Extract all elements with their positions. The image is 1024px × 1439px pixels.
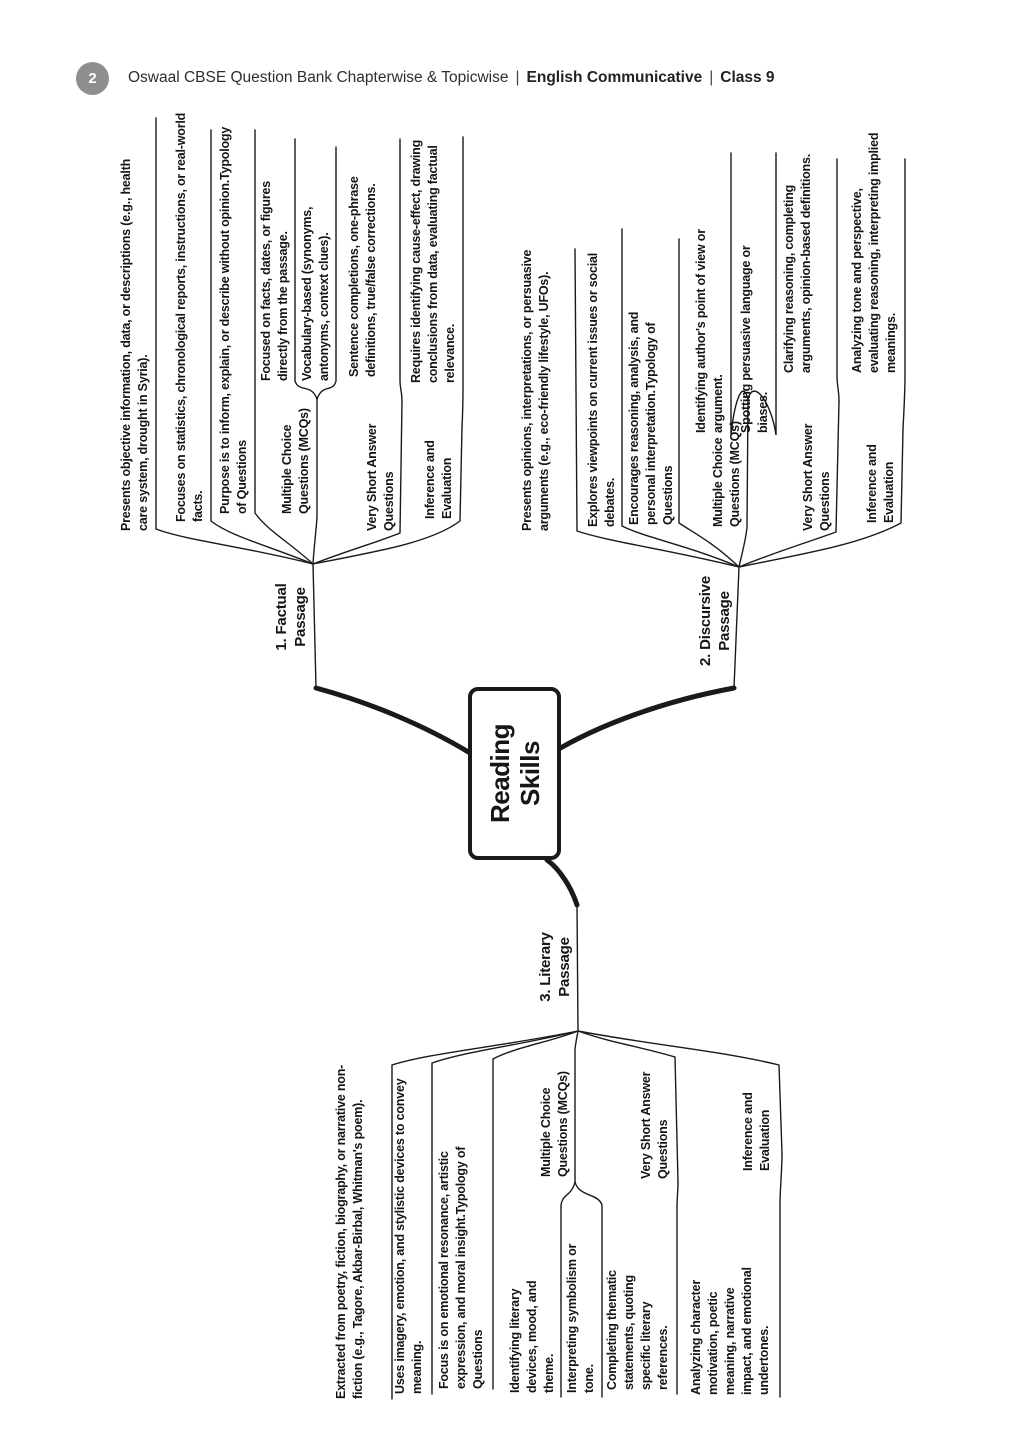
discursive-note: Explores viewpoints on current issues or social debates. bbox=[586, 252, 617, 527]
question-type-inference: Inference and Evaluation bbox=[865, 444, 896, 523]
discursive-note: Presents opinions, interpretations, or persuasive arguments (e.g., eco-friendly lifestyle, UFOs). bbox=[520, 249, 551, 531]
factual-note: Purpose is to inform, explain, or describe without opinion.Typology of Questions bbox=[218, 126, 249, 514]
question-type-detail: Clarifying reasoning, completing arguments, opinion-based definitions. bbox=[782, 154, 813, 373]
book-subject: English Communicative bbox=[526, 69, 703, 86]
book-class: Class 9 bbox=[720, 69, 775, 86]
title-separator: | bbox=[515, 69, 520, 86]
branch-trunk-factual bbox=[316, 688, 470, 753]
branch-label-factual: 1. Factual Passage bbox=[273, 583, 309, 651]
question-type-detail: Analyzing character motivation, poetic meaning, narrative impact, and emotional undertones. bbox=[689, 1267, 771, 1395]
reading-skills-mindmap bbox=[0, 112, 1024, 1439]
question-type-detail: Analyzing tone and perspective, evaluating reasoning, interpreting implied meanings. bbox=[850, 132, 898, 373]
factual-note: Presents objective information, data, or descriptions (e.g., health care system, drought in Syria). bbox=[119, 158, 150, 531]
factual-note: Focuses on statistics, chronological reports, instructions, or real-world facts. bbox=[174, 112, 205, 522]
question-type-mcq: Multiple Choice Questions (MCQs) bbox=[711, 421, 742, 527]
question-type-detail: Requires identifying cause-effect, drawing conclusions from data, evaluating factual relevance. bbox=[409, 139, 457, 383]
literary-note: Focus is on emotional resonance, artistic expression, and moral insight.Typology of Questions bbox=[437, 1146, 485, 1389]
literary-note: Extracted from poetry, fiction, biography, or narrative non-fiction (e.g., Tagore, Akbar-Birbal, Whitman's poem). bbox=[334, 1064, 365, 1399]
question-type-detail: Sentence completions, one-phrase definitions, true/false corrections. bbox=[347, 176, 378, 377]
branch-trunk-literary bbox=[547, 860, 577, 905]
question-type-inference: Inference and Evaluation bbox=[423, 440, 454, 519]
branch-label-discursive: 2. Discursive Passage bbox=[697, 576, 733, 666]
book-title bbox=[128, 69, 775, 87]
title-separator: | bbox=[709, 69, 714, 86]
question-type-vsaq: Very Short Answer Questions bbox=[365, 423, 396, 531]
question-type-detail: Spotting persuasive language or biases. bbox=[739, 245, 770, 433]
question-type-vsaq: Very Short Answer Questions bbox=[801, 423, 832, 531]
branch-trunk-discursive bbox=[552, 688, 734, 753]
question-type-detail: Focused on facts, dates, or figures directly from the passage. bbox=[259, 181, 290, 381]
book-series: Oswaal CBSE Question Bank Chapterwise & Topicwise bbox=[128, 69, 509, 86]
question-type-mcq: Multiple Choice Questions (MCQs) bbox=[280, 408, 311, 514]
discursive-note: Encourages reasoning, analysis, and personal interpretation.Typology of Questions bbox=[627, 311, 675, 525]
central-node-reading-skills: Reading Skills bbox=[468, 687, 561, 860]
page-number-badge: 2 bbox=[76, 62, 109, 95]
question-type-detail: Vocabulary-based (synonyms, antonyms, context clues). bbox=[300, 206, 331, 381]
question-type-vsaq: Very Short Answer Questions bbox=[639, 1071, 670, 1179]
question-type-mcq: Multiple Choice Questions (MCQs) bbox=[539, 1071, 570, 1177]
branch-label-literary: 3. Literary Passage bbox=[537, 932, 573, 1002]
question-type-detail: Interpreting symbolism or tone. bbox=[565, 1243, 596, 1393]
question-type-inference: Inference and Evaluation bbox=[741, 1092, 772, 1171]
literary-note: Uses imagery, emotion, and stylistic devices to convey meaning. bbox=[393, 1078, 424, 1394]
question-type-detail: Identifying literary devices, mood, and theme. bbox=[508, 1280, 556, 1393]
page-header bbox=[0, 58, 1024, 106]
question-type-detail: Identifying author's point of view or argument. bbox=[694, 229, 725, 433]
question-type-detail: Completing thematic statements, quoting specific literary references. bbox=[605, 1270, 670, 1390]
